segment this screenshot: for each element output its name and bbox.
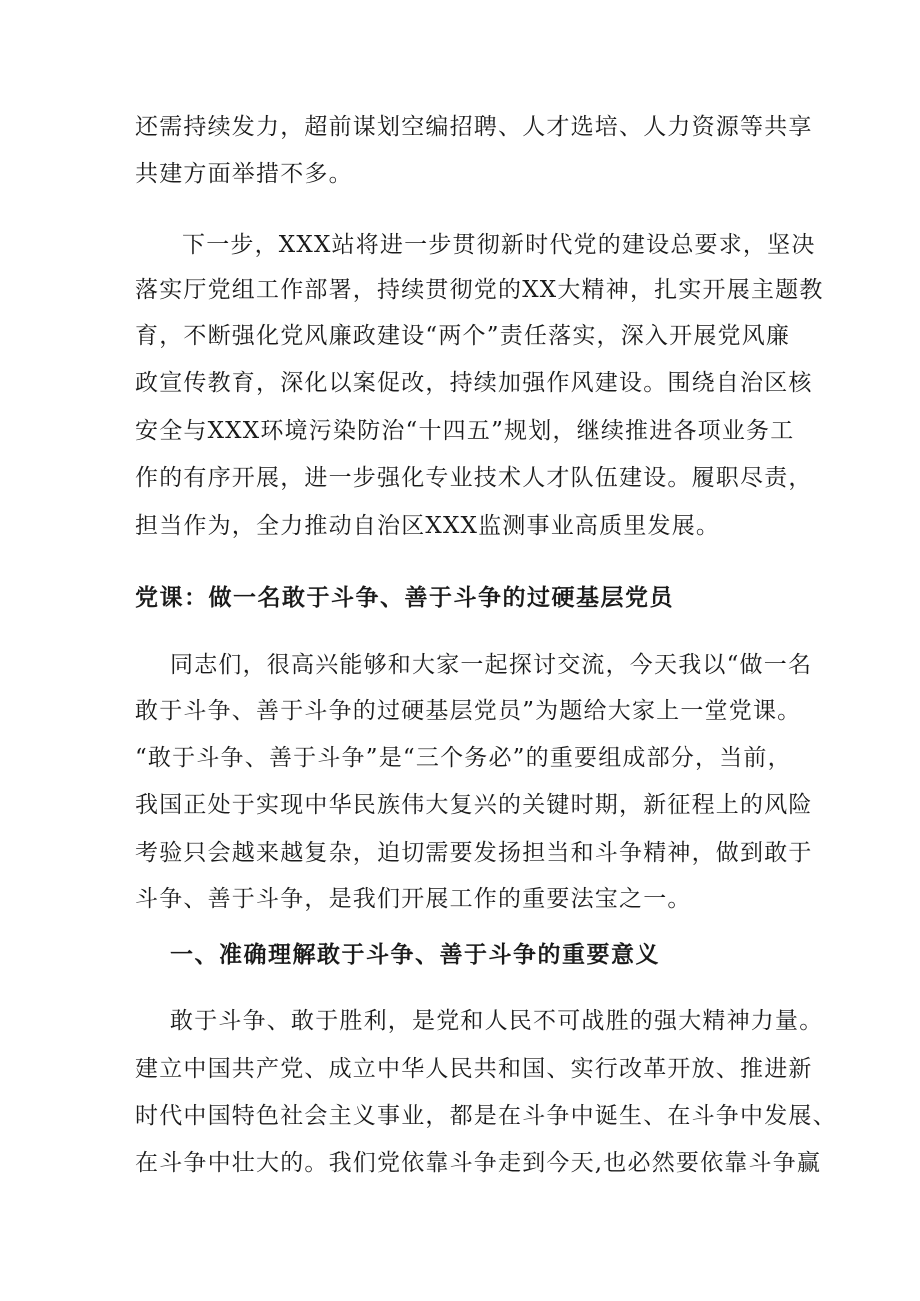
body-text-line: 考验只会越来越复杂，迫切需要发扬担当和斗争精神，做到敢于	[135, 840, 813, 866]
body-text-line: 作的有序开展，进一步强化专业技术人才队伍建设。履职尽责，	[135, 465, 813, 491]
body-text-line: 时代中国特色社会主义事业，都是在斗争中诞生、在斗争中发展、	[135, 1103, 837, 1129]
body-text-line: 下一步，XXX站将进一步贯彻新时代党的建设总要求，坚决	[182, 232, 816, 258]
body-text-line: 斗争、善于斗争，是我们开展工作的重要法宝之一。	[135, 886, 692, 912]
body-text-line: 育，不断强化党风廉政建设“两个”责任落实，深入开展党风廉	[135, 323, 791, 349]
body-text-line: 敢于斗争、敢于胜利，是党和人民不可战胜的强大精神力量。	[170, 1008, 824, 1034]
body-text-line: 政宣传教育，深化以案促改，持续加强作风建设。围绕自治区核	[135, 370, 813, 396]
body-text-line: 敢于斗争、善于斗争的过硬基层党员”为题给大家上一堂党课。	[135, 698, 802, 724]
section-title: 党课：做一名敢于斗争、善于斗争的过硬基层党员	[135, 585, 674, 611]
body-text-line: 落实厅党组工作部署，持续贯彻党的XX大精神，扎实开展主题教	[135, 277, 824, 303]
subsection-title: 一、准确理解敢于斗争、善于斗争的重要意义	[170, 942, 660, 968]
body-text-line: 还需持续发力，超前谋划空编招聘、人才选培、人力资源等共享	[135, 114, 813, 140]
body-text-line: 建立中国共产党、成立中华人民共和国、实行改革开放、推进新	[135, 1056, 813, 1082]
body-text-line: 担当作为，全力推动自治区XXX监测事业高质里发展。	[135, 513, 721, 539]
body-text-line: 安全与XXX环境污染防治“十四五”规划，继续推进各项业务工	[135, 418, 795, 444]
body-text-line: 在斗争中壮大的。我们党依靠斗争走到今天,也必然要依靠斗争赢	[135, 1150, 822, 1176]
body-text-line: 同志们，很高兴能够和大家一起探讨交流，今天我以“做一名	[170, 652, 813, 678]
body-text-line: “敢于斗争、善于斗争”是“三个务必”的重要组成部分，当前，	[135, 745, 792, 771]
body-text-line: 我国正处于实现中华民族伟大复兴的关键时期，新征程上的风险	[135, 792, 813, 818]
body-text-line: 共建方面举措不多。	[135, 161, 353, 187]
